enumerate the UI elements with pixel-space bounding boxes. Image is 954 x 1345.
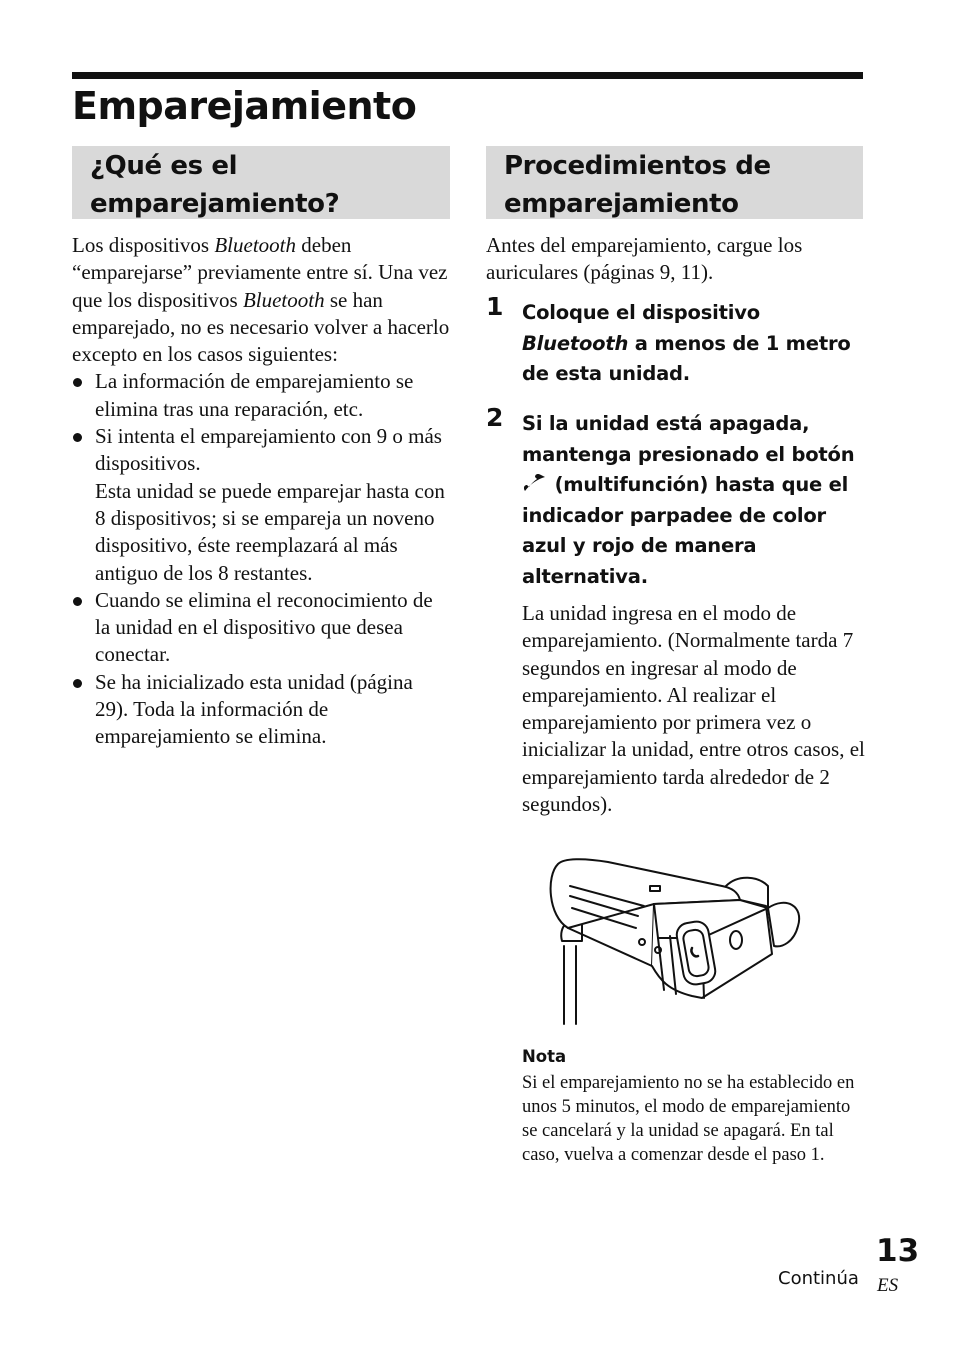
heading-line: emparejamiento? <box>90 189 340 219</box>
headset-illustration <box>542 856 802 1026</box>
bluetooth-term: Bluetooth <box>214 233 297 257</box>
list-item: Si intenta el emparejamiento con 9 o más dispositivos. Esta unidad se puede emparejar hasta con 8 dispositivos; si se empareja un noveno dispositivo, éste reemplazará al más antiguo de los 8 restantes. <box>72 423 450 587</box>
top-rule <box>72 72 863 79</box>
intro-paragraph: Los dispositivos Bluetooth deben “emparejarse” previamente entre sí. Una vez que los dispositivos Bluetooth se han emparejado, no es necesario volver a hacerlo excepto en los casos siguientes: <box>72 233 450 367</box>
bullet-icon <box>73 378 82 387</box>
phone-icon <box>522 474 548 494</box>
list-item: Se ha inicializado esta unidad (página 29). Toda la información de emparejamiento se elimina. <box>72 669 450 751</box>
heading-line: ¿Qué es el <box>90 151 238 181</box>
list-item: La información de emparejamiento se elimina tras una reparación, etc. <box>72 368 450 423</box>
page-number: 13 <box>876 1233 920 1269</box>
step-number: 1 <box>486 292 504 321</box>
bullet-icon <box>73 597 82 606</box>
language-code: ES <box>877 1275 899 1296</box>
bullet-icon <box>73 433 82 442</box>
bullet-icon <box>73 679 82 688</box>
step-number: 2 <box>486 403 504 432</box>
bluetooth-term: Bluetooth <box>522 331 629 355</box>
section-heading-what-is-pairing <box>72 146 450 219</box>
step-instruction: Si la unidad está apagada, mantenga presionado el botón (multifunción) hasta que el indicador parpadee de color azul y rojo de manera alternativa. <box>522 412 855 588</box>
note-text: Si el emparejamiento no se ha establecido en unos 5 minutos, el modo de emparejamiento se cancelará y la unidad se apagará. En tal caso, vuelva a comenzar desde el paso 1. <box>522 1073 855 1166</box>
continues-label: Continúa <box>778 1268 859 1289</box>
step-instruction: Coloque el dispositivo Bluetooth a menos de 1 metro de esta unidad. <box>522 301 851 386</box>
heading-line: Procedimientos de <box>504 151 771 181</box>
heading-line: emparejamiento <box>504 189 739 219</box>
step-2-description: La unidad ingresa en el modo de emparejamiento. (Normalmente tarda 7 segundos en ingresar al modo de emparejamiento. Al realizar el emparejamiento por primera vez o inicializar la unidad, entre otros casos, el emparejamiento tarda alrededor de 2 segundos). <box>522 601 865 817</box>
pairing-cases-list <box>72 368 450 750</box>
left-column-body <box>72 232 450 751</box>
procedure-intro: Antes del emparejamiento, cargue los auriculares (páginas 9, 11). <box>486 233 803 285</box>
bluetooth-term: Bluetooth <box>242 287 325 312</box>
section-heading-pairing-procedure <box>486 146 863 219</box>
list-item-extra: Esta unidad se puede emparejar hasta con 8 dispositivos; si se empareja un noveno dispositivo, éste reemplazará al más antiguo de los 8 restantes. <box>95 478 445 585</box>
note-heading: Nota <box>522 1047 567 1066</box>
page-title: Emparejamiento <box>72 84 417 128</box>
list-item: Cuando se elimina el reconocimiento de la unidad en el dispositivo que desea conectar. <box>72 587 450 669</box>
